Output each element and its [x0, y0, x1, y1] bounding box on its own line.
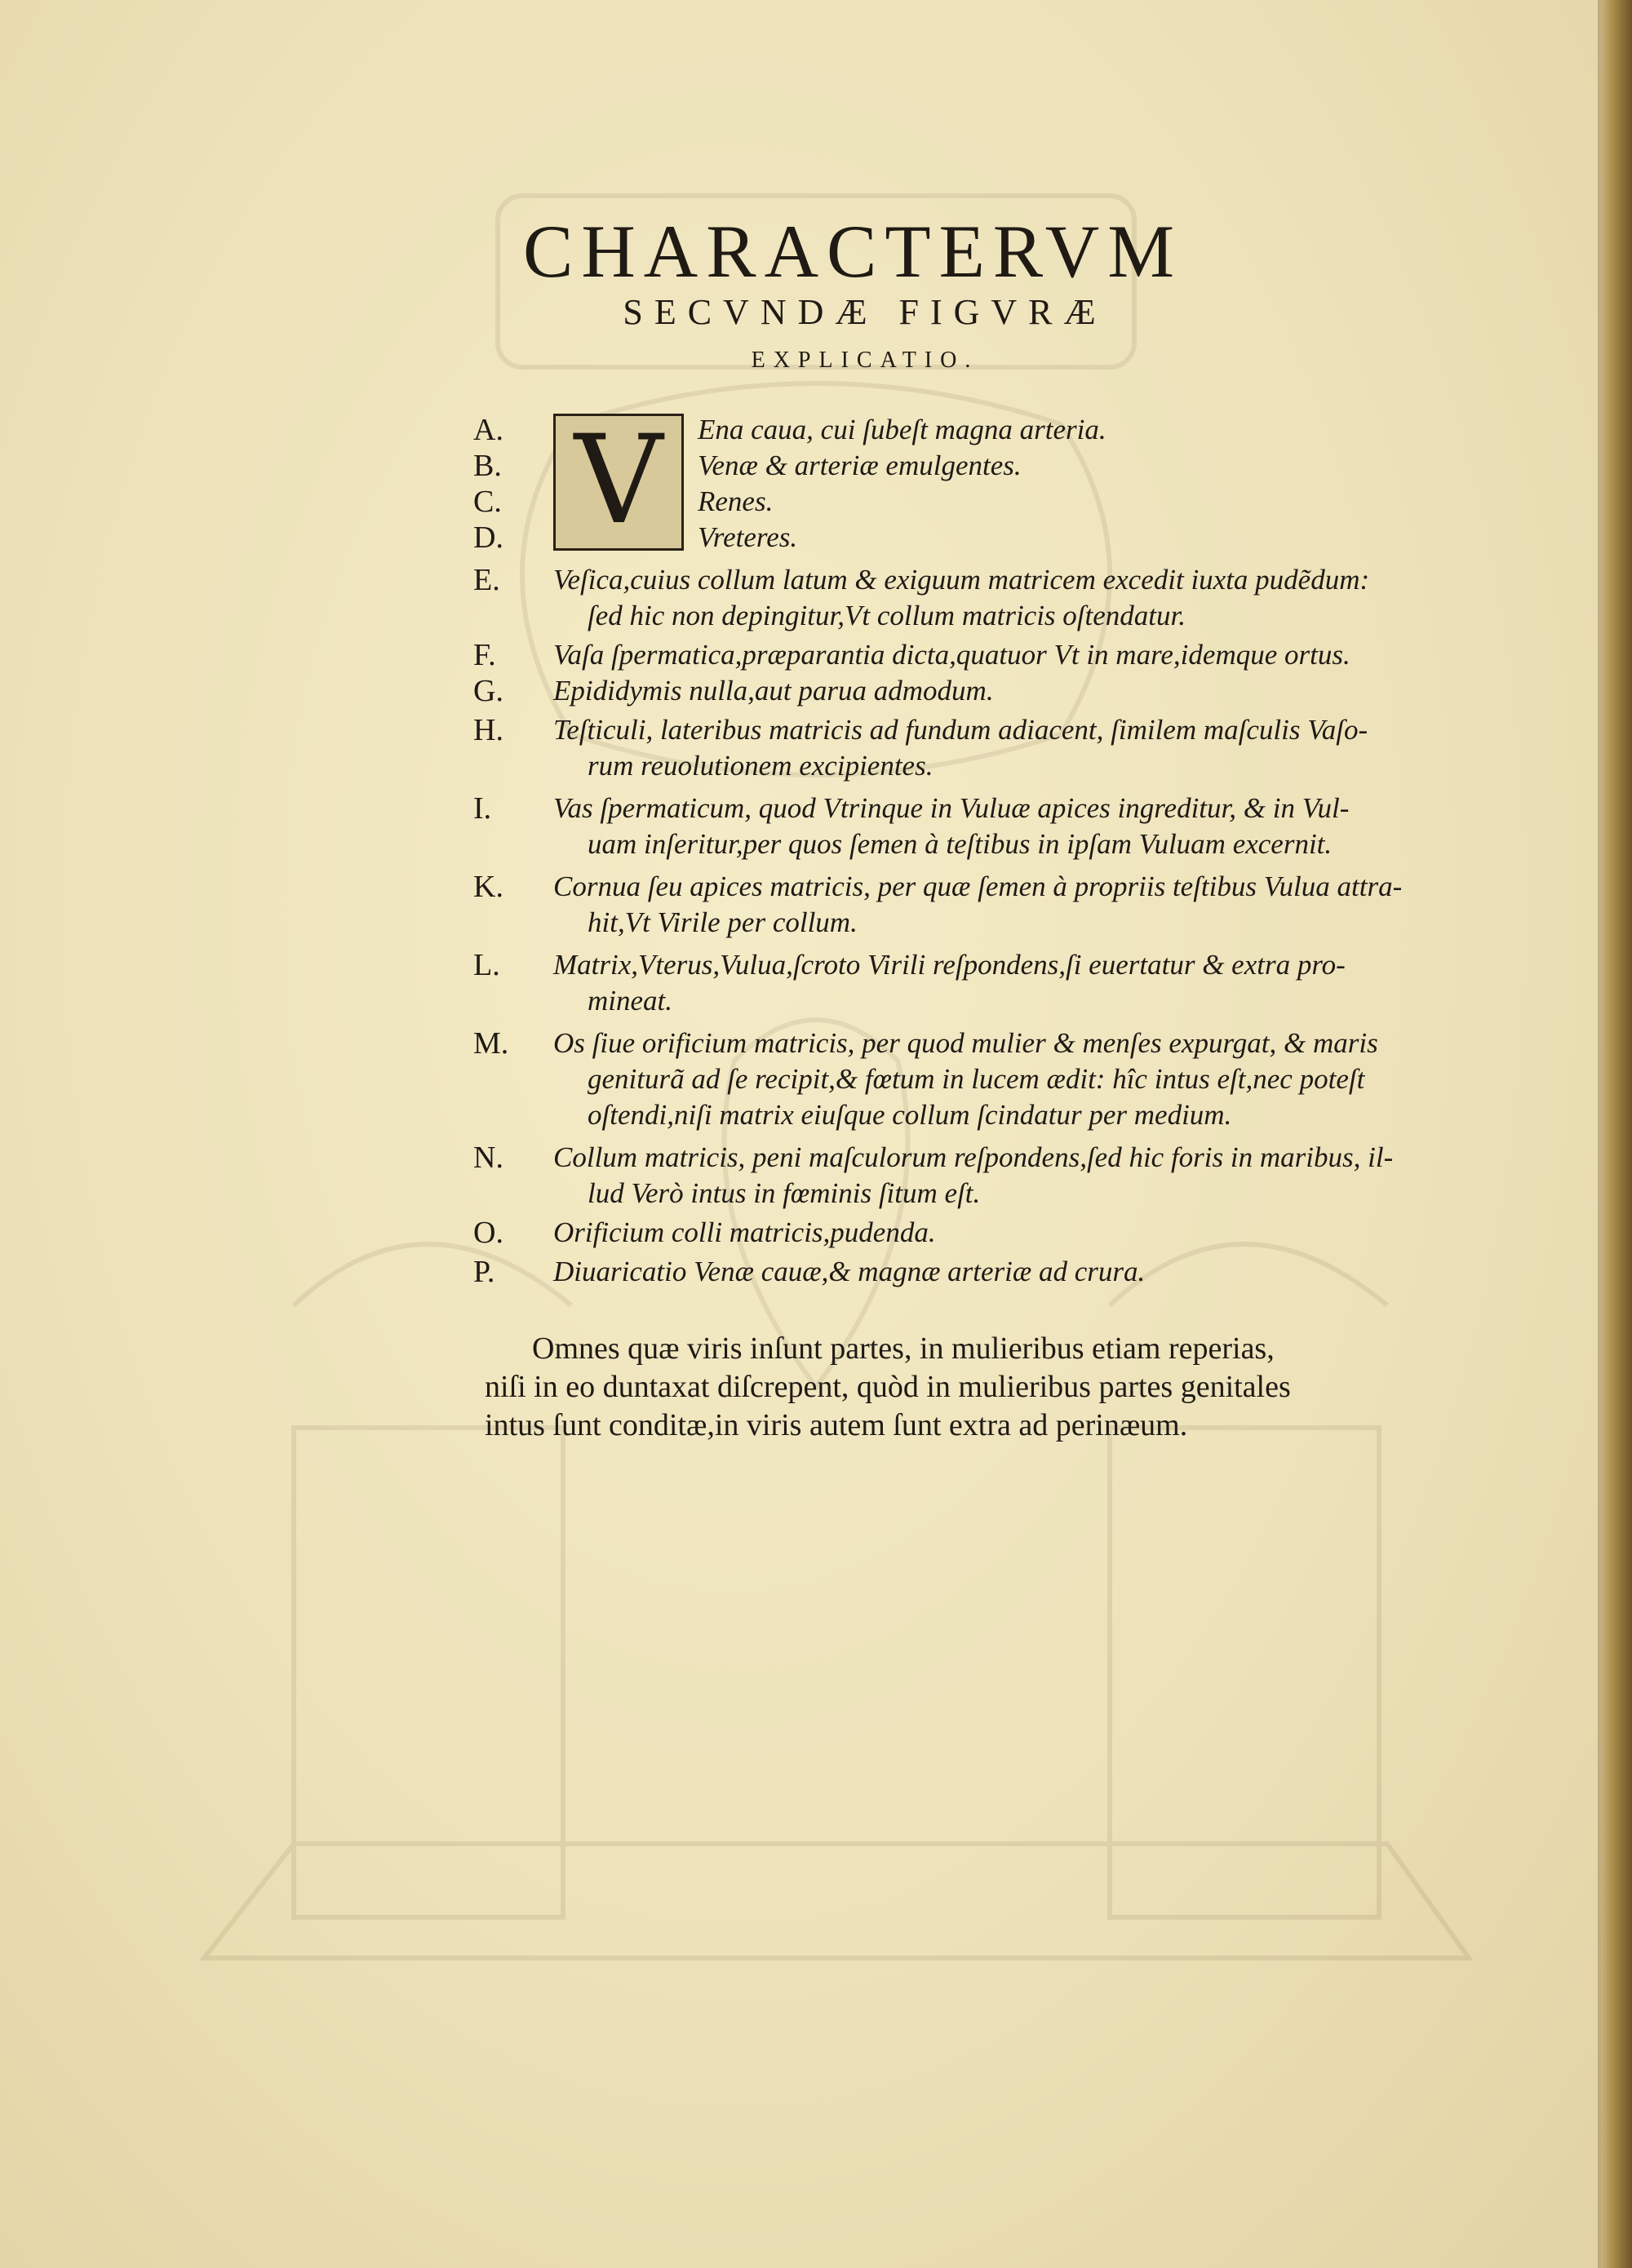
legend-entry	[473, 869, 1469, 941]
legend-entry	[473, 520, 1469, 556]
legend-text	[553, 562, 1469, 634]
legend-letter: C.	[473, 485, 502, 519]
legend-entry	[473, 562, 1469, 634]
legend-text	[553, 791, 1469, 862]
legend-text-line: ſed hic non depingitur,Vt collum matricis oſtendatur.	[588, 600, 1186, 631]
legend-letter: I.	[473, 791, 492, 826]
legend-entry	[473, 712, 1469, 784]
legend-text	[698, 484, 1469, 520]
legend-entry	[473, 637, 1469, 673]
legend-letter: F.	[473, 638, 496, 672]
heading-subtitle: SECVNDÆ FIGVRÆ	[623, 292, 1107, 332]
legend-text-line: Teſticuli, lateribus matricis ad fundum adiacent, ſimilem maſculis Vaſo-	[553, 714, 1368, 746]
legend-text	[553, 1025, 1469, 1133]
legend-text-line: Os ſiue orificium matricis, per quod mulier & menſes expurgat, & maris	[553, 1027, 1378, 1059]
legend-entry	[473, 1254, 1469, 1290]
legend-text	[553, 947, 1469, 1019]
legend-letter: K.	[473, 870, 503, 904]
legend-letter: A.	[473, 413, 503, 447]
legend-text-line: mineat.	[588, 985, 673, 1017]
legend-text-line: lud Verò intus in fœminis ſitum eſt.	[588, 1177, 981, 1209]
paragraph-line: niſi in eo duntaxat diſcrepent, quòd in mulieribus partes genitales	[485, 1370, 1291, 1404]
legend-text-line: Ena caua, cui ſubeſt magna arteria.	[698, 414, 1106, 445]
legend-letter: B.	[473, 449, 502, 483]
legend-letter: L.	[473, 948, 500, 982]
legend-text-line: Vaſa ſpermatica,præparantia dicta,quatuor Vt in mare,idemque ortus.	[553, 639, 1350, 671]
legend-text	[698, 520, 1469, 556]
legend-letter: O.	[473, 1216, 503, 1250]
legend-text	[698, 412, 1469, 448]
legend-letter: N.	[473, 1141, 503, 1175]
legend-letter: E.	[473, 563, 500, 597]
legend-entry	[473, 1025, 1469, 1133]
legend-text-line: Cornua ſeu apices matricis, per quæ ſemen à propriis teſtibus Vulua attra-	[553, 870, 1403, 902]
legend-letter: D.	[473, 520, 503, 555]
page-edge	[1601, 0, 1632, 2268]
legend-letter: P.	[473, 1255, 495, 1289]
legend-text-line: Veſica,cuius collum latum & exiguum matricem excedit iuxta pudẽdum:	[553, 564, 1370, 596]
closing-paragraph	[485, 1330, 1448, 1445]
legend-entry	[473, 947, 1469, 1019]
legend-entry	[473, 448, 1469, 484]
legend-text-line: rum reuolutionem excipientes.	[588, 750, 934, 782]
heading-explicatio: EXPLICATIO.	[751, 348, 979, 373]
legend-text	[698, 448, 1469, 484]
legend-text	[553, 1215, 1469, 1251]
legend-text	[553, 637, 1469, 673]
legend-text	[553, 673, 1469, 709]
legend-entry	[473, 484, 1469, 520]
legend-text-line: geniturã ad ſe recipit,& fœtum in lucem ædit: hîc intus eſt,nec poteſt	[588, 1063, 1365, 1095]
legend-entry	[473, 412, 1469, 448]
page-gutter-line	[1598, 0, 1601, 2268]
heading-title: CHARACTERVM	[522, 210, 1183, 293]
legend-text-line: Collum matricis, peni maſculorum reſpondens,ſed hic foris in maribus, il-	[553, 1141, 1394, 1173]
legend-text-line: Vreteres.	[698, 521, 798, 553]
legend-text	[553, 1140, 1469, 1212]
paragraph-line: intus ſunt conditæ,in viris autem ſunt extra ad perinæum.	[485, 1408, 1188, 1442]
legend-entry	[473, 1215, 1469, 1251]
legend-text-line: Matrix,Vterus,Vulua,ſcroto Virili reſpondens,ſi euertatur & extra pro-	[553, 949, 1346, 981]
legend-text-line: Venæ & arteriæ emulgentes.	[698, 450, 1022, 481]
legend-text-line: Diuaricatio Venæ cauæ,& magnæ arteriæ ad crura.	[553, 1256, 1146, 1287]
legend-text-line: Orificium colli matricis,pudenda.	[553, 1216, 936, 1248]
legend-letter: G.	[473, 674, 503, 708]
legend-text-line: oſtendi,niſi matrix eiuſque collum ſcindatur per medium.	[588, 1099, 1232, 1131]
legend-entry	[473, 1140, 1469, 1212]
legend-letter: H.	[473, 713, 503, 747]
legend-list	[473, 412, 1469, 1290]
decorated-initial-letter: V	[574, 410, 663, 551]
legend-letter: M.	[473, 1026, 509, 1061]
legend-text-line: Vas ſpermaticum, quod Vtrinque in Vuluæ apices ingreditur, & in Vul-	[553, 792, 1350, 824]
legend-text	[553, 1254, 1469, 1290]
legend-text	[553, 869, 1469, 941]
legend-text-line: Epididymis nulla,aut parua admodum.	[553, 675, 994, 707]
legend-entry	[473, 791, 1469, 862]
legend-text	[553, 712, 1469, 784]
legend-entry	[473, 673, 1469, 709]
paragraph-line: Omnes quæ viris inſunt partes, in mulieribus etiam reperias,	[532, 1331, 1275, 1366]
legend-text-line: uam inſeritur,per quos ſemen à teſtibus in ipſam Vuluam excernit.	[588, 828, 1333, 860]
legend-text-line: Renes.	[698, 485, 774, 517]
legend-text-line: hit,Vt Virile per collum.	[588, 906, 858, 938]
